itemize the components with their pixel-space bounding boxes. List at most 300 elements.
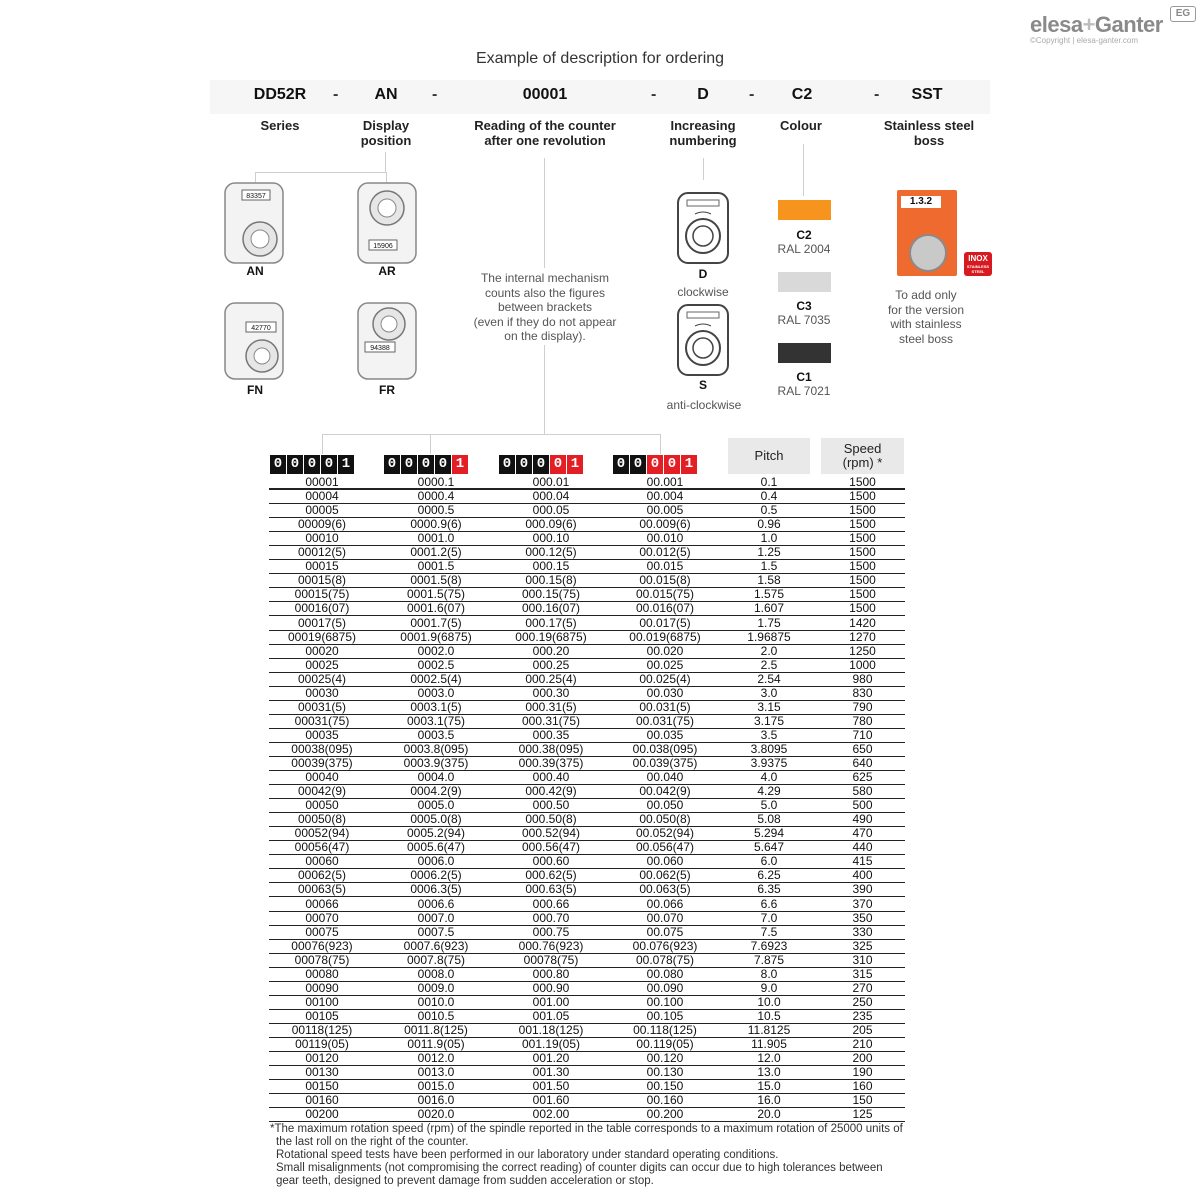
- table-cell: 00.070: [646, 910, 684, 925]
- inox-badge-bottom: STAINLESS STEEL: [966, 264, 990, 274]
- table-cell: 000.17(5): [525, 615, 577, 630]
- counter-digit: 0: [287, 455, 303, 474]
- table-row: [269, 714, 905, 729]
- table-cell: 0010.5: [417, 1008, 455, 1023]
- table-cell: 00.080: [646, 966, 684, 981]
- table-cell: 0003.1(5): [410, 699, 462, 714]
- table-cell: 1500: [849, 559, 876, 574]
- table-cell: 00100: [305, 994, 339, 1009]
- counter-reading: 94388: [370, 345, 390, 352]
- table-row: [269, 981, 905, 996]
- table-cell: 00.035: [646, 727, 684, 742]
- counter-reading: 42770: [251, 325, 271, 332]
- position-label-ar: AR: [378, 264, 396, 278]
- table-cell: 6.35: [757, 882, 781, 897]
- table-cell: 00.063(5): [639, 882, 691, 897]
- table-cell: 00.025: [646, 657, 684, 672]
- table-cell: 1.607: [753, 601, 785, 616]
- table-row: [269, 686, 905, 701]
- digit-header-2: [384, 455, 486, 474]
- table-cell: 00.010: [646, 531, 684, 546]
- sst-counter-window: 1.3.2: [901, 196, 941, 208]
- inox-badge-top: INOX: [968, 254, 988, 263]
- table-row: [269, 503, 905, 518]
- table-cell: 0002.5: [417, 657, 455, 672]
- table-cell: 00020: [305, 643, 339, 658]
- table-cell: 200: [852, 1051, 873, 1066]
- label-line: numbering: [669, 133, 737, 148]
- table-cell: 00070: [305, 910, 339, 925]
- table-cell: 0000.9(6): [410, 517, 462, 532]
- table-cell: 00.042(9): [639, 784, 691, 799]
- table-cell: 00.040: [646, 770, 684, 785]
- table-cell: 00.090: [646, 980, 684, 995]
- counter-digit: 0: [435, 455, 451, 474]
- table-cell: 00.078(75): [635, 952, 695, 967]
- speed-header-line: Speed: [843, 441, 882, 456]
- table-cell: 11.8125: [747, 1022, 791, 1037]
- table-cell: 0000.1: [417, 475, 455, 489]
- table-cell: 00005: [305, 503, 339, 518]
- table-cell: 000.52(94): [521, 826, 581, 841]
- table-row: [269, 812, 905, 827]
- table-cell: 00.012(5): [639, 545, 691, 560]
- label-line: position: [360, 133, 412, 148]
- colour-swatch-c1: [778, 343, 831, 363]
- pitch-header: Pitch: [728, 438, 810, 474]
- table-row: [269, 475, 905, 490]
- table-cell: 0006.2(5): [410, 868, 462, 883]
- note-line: To add only: [895, 288, 957, 302]
- table-row: [269, 517, 905, 532]
- table-cell: 1.5: [760, 559, 778, 574]
- table-cell: 00.039(375): [632, 756, 698, 770]
- logo-plus: +: [1082, 12, 1095, 37]
- table-cell: 1.25: [757, 545, 781, 560]
- table-row: [269, 939, 905, 954]
- table-cell: 1250: [849, 643, 876, 658]
- table-cell: 16.0: [757, 1093, 781, 1108]
- table-cell: 250: [852, 994, 873, 1009]
- code-numbering: D: [697, 86, 709, 103]
- counter-reading: 15906: [373, 243, 393, 250]
- table-cell: 3.15: [757, 699, 781, 714]
- position-label-fn: FN: [247, 383, 263, 397]
- code-dash: -: [333, 86, 339, 103]
- table-cell: 440: [852, 840, 873, 855]
- table-cell: 4.29: [757, 784, 781, 799]
- table-cell: 00075: [305, 924, 339, 939]
- table-cell: 3.9375: [750, 756, 788, 770]
- colour-ral-c2: RAL 2004: [777, 242, 831, 256]
- table-cell: 0009.0: [417, 980, 455, 995]
- table-cell: 00016(07): [294, 601, 350, 616]
- note-line: counts also the figures: [484, 285, 606, 300]
- table-cell: 00.017(5): [639, 615, 691, 630]
- table-cell: 00.119(05): [636, 1037, 694, 1051]
- table-cell: 00.075: [646, 924, 684, 939]
- footnote-line: the last roll on the right of the counter.: [276, 1136, 469, 1148]
- counter-digit: 1: [452, 455, 468, 474]
- table-cell: 00160: [305, 1093, 339, 1108]
- table-cell: 001.60: [532, 1093, 570, 1108]
- table-cell: 00105: [305, 1008, 339, 1023]
- table-cell: 00039(375): [291, 756, 353, 770]
- table-cell: 00019(6875): [287, 629, 357, 644]
- table-cell: 000.39(375): [518, 756, 584, 770]
- table-cell: 000.05: [532, 503, 570, 518]
- table-cell: 0001.9(6875): [400, 629, 472, 644]
- table-cell: 0001.5(75): [406, 587, 466, 602]
- table-cell: 1500: [849, 573, 876, 588]
- counter-digit: 0: [647, 455, 663, 474]
- table-cell: 000.12(5): [525, 545, 577, 560]
- note-line: with stainless: [890, 317, 962, 331]
- label-reading: [465, 118, 625, 148]
- table-cell: 00.031(75): [635, 713, 695, 728]
- table-cell: 00.050(8): [639, 812, 691, 827]
- table-row: [269, 616, 905, 631]
- table-cell: 1.96875: [747, 629, 791, 644]
- table-cell: 0003.9(375): [403, 756, 469, 770]
- table-cell: 3.5: [760, 727, 778, 742]
- colour-ral-c3: RAL 7035: [777, 313, 831, 327]
- table-cell: 00030: [305, 685, 339, 700]
- direction-desc-clockwise: clockwise: [677, 285, 729, 299]
- table-cell: 00.060: [646, 854, 684, 869]
- speed-header: [821, 438, 904, 474]
- table-cell: 00060: [305, 854, 339, 869]
- table-cell: 00.031(5): [639, 699, 691, 714]
- page-title: Example of description for ordering: [475, 50, 725, 67]
- table-cell: 330: [852, 924, 873, 939]
- table-cell: 00009(6): [297, 517, 347, 532]
- code-dash: -: [749, 86, 755, 103]
- table-row: [269, 897, 905, 912]
- table-cell: 0003.8(095): [403, 741, 469, 756]
- table-cell: 00050(8): [297, 812, 347, 827]
- code-dash: -: [874, 86, 880, 103]
- table-row: [269, 1023, 905, 1038]
- table-cell: 0013.0: [417, 1065, 455, 1080]
- table-cell: 00118(125): [291, 1022, 353, 1037]
- table-row: [269, 826, 905, 841]
- table-cell: 00015(8): [297, 573, 347, 588]
- table-row: [269, 742, 905, 757]
- table-cell: 0011.9(05): [407, 1037, 465, 1051]
- counter-digit: 0: [321, 455, 337, 474]
- table-row: [269, 798, 905, 813]
- digit-header-3: [499, 455, 601, 474]
- table-cell: 650: [852, 741, 873, 756]
- table-cell: 00.025(4): [639, 671, 691, 686]
- table-cell: 001.00: [532, 994, 570, 1009]
- table-cell: 00.019(6875): [629, 629, 701, 644]
- table-cell: 20.0: [757, 1107, 781, 1122]
- table-cell: 3.175: [753, 713, 785, 728]
- label-line: after one revolution: [484, 133, 606, 148]
- code-dash: -: [651, 86, 657, 103]
- table-cell: 0007.5: [417, 924, 455, 939]
- table-row: [269, 545, 905, 560]
- table-cell: 7.875: [753, 952, 785, 967]
- brand-logo: [1030, 8, 1191, 45]
- note-line: for the version: [887, 302, 965, 317]
- table-cell: 000.50(8): [525, 812, 577, 827]
- table-cell: 0.96: [757, 517, 781, 532]
- table-cell: 00.020: [646, 643, 684, 658]
- table-cell: 400: [852, 868, 873, 883]
- table-row: [269, 587, 905, 602]
- table-cell: 1500: [849, 517, 876, 532]
- table-cell: 000.40: [532, 770, 570, 785]
- table-row: [269, 644, 905, 659]
- table-cell: 000.35: [532, 727, 570, 742]
- table-cell: 000.01: [532, 475, 570, 489]
- table-cell: 000.19(6875): [515, 629, 587, 644]
- label-line: Display: [362, 118, 410, 133]
- table-cell: 1500: [849, 503, 876, 518]
- counter-digit: 1: [681, 455, 697, 474]
- code-dash: -: [432, 86, 438, 103]
- position-label-an: AN: [246, 264, 264, 278]
- table-cell: 470: [852, 826, 873, 841]
- table-cell: 00.016(07): [635, 601, 695, 616]
- table-row: [269, 1051, 905, 1066]
- table-cell: 001.50: [532, 1079, 570, 1094]
- table-cell: 5.647: [753, 840, 785, 855]
- table-cell: 8.0: [760, 966, 778, 981]
- table-cell: 0002.5(4): [410, 671, 462, 686]
- table-cell: 00.001: [646, 475, 684, 489]
- mechanism-note: [455, 271, 635, 344]
- table-row: [269, 911, 905, 926]
- table-cell: 00.015: [646, 559, 684, 574]
- counter-an-icon: [222, 180, 288, 266]
- logo-badge: EG: [1170, 6, 1196, 22]
- table-cell: 350: [852, 910, 873, 925]
- colour-swatch-c3: [778, 272, 831, 292]
- table-row: [269, 1037, 905, 1052]
- table-cell: 00200: [305, 1107, 339, 1122]
- table-cell: 00078(75): [523, 952, 579, 967]
- table-cell: 315: [852, 966, 873, 981]
- table-cell: 00.015(75): [635, 587, 695, 602]
- table-cell: 6.25: [757, 868, 781, 883]
- table-cell: 00015(75): [294, 587, 350, 602]
- table-cell: 0001.6(07): [406, 601, 466, 616]
- counter-digit: 0: [270, 455, 286, 474]
- table-cell: 00076(923): [291, 938, 353, 953]
- table-cell: 00.030: [646, 685, 684, 700]
- connector-line: [660, 434, 661, 454]
- code-display-position: AN: [374, 86, 398, 103]
- table-cell: 000.80: [532, 966, 570, 981]
- table-cell: 0000.5: [417, 503, 455, 518]
- table-cell: 1500: [849, 531, 876, 546]
- table-row: [269, 728, 905, 743]
- table-row: [269, 700, 905, 715]
- table-cell: 625: [852, 770, 873, 785]
- table-cell: 00015: [305, 559, 339, 574]
- footnote-line: gear teeth, designed to prevent damage from sudden acceleration or stop.: [276, 1175, 654, 1187]
- table-cell: 00056(47): [294, 840, 350, 855]
- label-line: Series: [260, 118, 300, 133]
- code-series: DD52R: [253, 86, 307, 103]
- table-row: [269, 630, 905, 645]
- table-cell: 00031(5): [297, 699, 347, 714]
- table-cell: 00080: [305, 966, 339, 981]
- table-row: [269, 1107, 905, 1122]
- table-cell: 125: [852, 1107, 873, 1122]
- table-cell: 00119(05): [295, 1037, 349, 1051]
- table-row: [269, 784, 905, 799]
- table-cell: 00001: [305, 475, 339, 489]
- table-cell: 1420: [849, 615, 876, 630]
- direction-label-s: S: [698, 378, 707, 392]
- position-label-fr: FR: [379, 383, 395, 397]
- table-cell: 00.052(94): [635, 826, 695, 841]
- table-cell: 0011.8(125): [404, 1022, 468, 1037]
- table-row: [269, 531, 905, 546]
- table-cell: 000.62(5): [525, 868, 577, 883]
- table-cell: 13.0: [757, 1065, 781, 1080]
- logo-copyright: ©Copyright | elesa-ganter.com: [1030, 36, 1139, 45]
- table-cell: 10.0: [757, 994, 781, 1009]
- table-row: [269, 882, 905, 897]
- code-reading: 00001: [522, 86, 568, 103]
- stainless-boss-image: [897, 190, 957, 276]
- connector-line: [322, 434, 323, 454]
- table-cell: 000.10: [532, 531, 570, 546]
- table-cell: 0007.0: [417, 910, 455, 925]
- table-cell: 980: [852, 671, 873, 686]
- table-cell: 00090: [305, 980, 339, 995]
- table-row: [269, 489, 905, 504]
- table-cell: 0015.0: [417, 1079, 455, 1094]
- table-cell: 00010: [305, 531, 339, 546]
- table-cell: 00042(9): [297, 784, 347, 799]
- table-cell: 000.04: [532, 489, 570, 504]
- table-row: [269, 658, 905, 673]
- table-cell: 2.0: [760, 643, 778, 658]
- table-cell: 7.0: [760, 910, 778, 925]
- table-cell: 00035: [305, 727, 339, 742]
- table-cell: 00017(5): [297, 615, 347, 630]
- colour-code-c2: C2: [796, 228, 812, 242]
- connector-line: [544, 345, 545, 435]
- table-cell: 0004.0: [417, 770, 455, 785]
- footnotes: [270, 1123, 910, 1188]
- table-cell: 00004: [305, 489, 339, 504]
- table-cell: 00.130: [646, 1065, 684, 1080]
- table-cell: 6.0: [760, 854, 778, 869]
- table-cell: 0003.5: [417, 727, 455, 742]
- footnote-line: Small misalignments (not compromising the correct reading) of counter digits can occur due to high tolerances between: [276, 1162, 883, 1174]
- table-cell: 001.05: [532, 1008, 570, 1023]
- table-cell: 270: [852, 980, 873, 995]
- table-cell: 10.5: [757, 1008, 781, 1023]
- label-series: [230, 118, 330, 133]
- table-cell: 7.5: [760, 924, 778, 939]
- label-line: boss: [913, 133, 945, 148]
- table-row: [269, 559, 905, 574]
- logo-brand-right: Ganter: [1094, 12, 1163, 37]
- connector-line: [385, 152, 386, 172]
- table-cell: 002.00: [532, 1107, 570, 1122]
- table-row: [269, 953, 905, 968]
- counter-digit: 0: [516, 455, 532, 474]
- label-colour: [761, 118, 841, 133]
- table-cell: 00062(5): [297, 868, 347, 883]
- table-cell: 00.105: [646, 1008, 684, 1023]
- table-cell: 000.15: [532, 559, 570, 574]
- table-cell: 000.90: [532, 980, 570, 995]
- colour-code-c1: C1: [796, 370, 812, 384]
- table-cell: 205: [852, 1022, 873, 1037]
- table-cell: 00063(5): [297, 882, 347, 897]
- table-cell: 3.0: [760, 685, 778, 700]
- table-cell: 0005.6(47): [406, 840, 466, 855]
- table-cell: 00078(75): [294, 952, 350, 967]
- table-cell: 00038(095): [291, 741, 353, 756]
- table-cell: 001.30: [532, 1065, 570, 1080]
- table-cell: 00.038(095): [632, 741, 698, 756]
- table-cell: 00025: [305, 657, 339, 672]
- table-cell: 00.118(125): [633, 1022, 697, 1037]
- table-cell: 150: [852, 1093, 873, 1108]
- colour-code-c3: C3: [796, 299, 812, 313]
- counter-ar-icon: [355, 180, 421, 266]
- counter-digit: 0: [499, 455, 515, 474]
- table-row: [269, 925, 905, 940]
- table-cell: 000.15(75): [521, 587, 581, 602]
- table-cell: 580: [852, 784, 873, 799]
- table-cell: 790: [852, 699, 873, 714]
- digit-header-4: [613, 455, 715, 474]
- table-cell: 0006.6: [417, 896, 455, 911]
- table-cell: 710: [852, 727, 873, 742]
- table-row: [269, 1079, 905, 1094]
- stainless-boss-icon: [909, 234, 947, 272]
- table-cell: 1500: [849, 489, 876, 504]
- table-cell: 000.56(47): [521, 840, 581, 855]
- table-cell: 001.18(125): [518, 1022, 584, 1037]
- table-cell: 00050: [305, 798, 339, 813]
- table-cell: 000.75: [532, 924, 570, 939]
- speed-header-line: (rpm) *: [842, 455, 883, 470]
- table-cell: 000.76(923): [518, 938, 584, 953]
- counter-fr-icon: [355, 300, 421, 382]
- table-cell: 1.58: [757, 573, 781, 588]
- table-cell: 490: [852, 812, 873, 827]
- table-cell: 00.005: [646, 503, 684, 518]
- table-cell: 1.0: [760, 531, 778, 546]
- table-cell: 1000: [849, 657, 876, 672]
- colour-ral-c1: RAL 7021: [777, 384, 831, 398]
- table-cell: 15.0: [757, 1079, 781, 1094]
- table-cell: 00120: [305, 1051, 339, 1066]
- table-cell: 5.08: [757, 812, 781, 827]
- table-cell: 1500: [849, 601, 876, 616]
- table-cell: 000.25: [532, 657, 570, 672]
- table-cell: 4.0: [760, 770, 778, 785]
- table-cell: 310: [852, 952, 873, 967]
- table-cell: 0020.0: [417, 1107, 455, 1122]
- table-cell: 00.009(6): [639, 517, 691, 532]
- note-line: on the display).: [504, 329, 586, 343]
- table-cell: 001.20: [532, 1051, 570, 1066]
